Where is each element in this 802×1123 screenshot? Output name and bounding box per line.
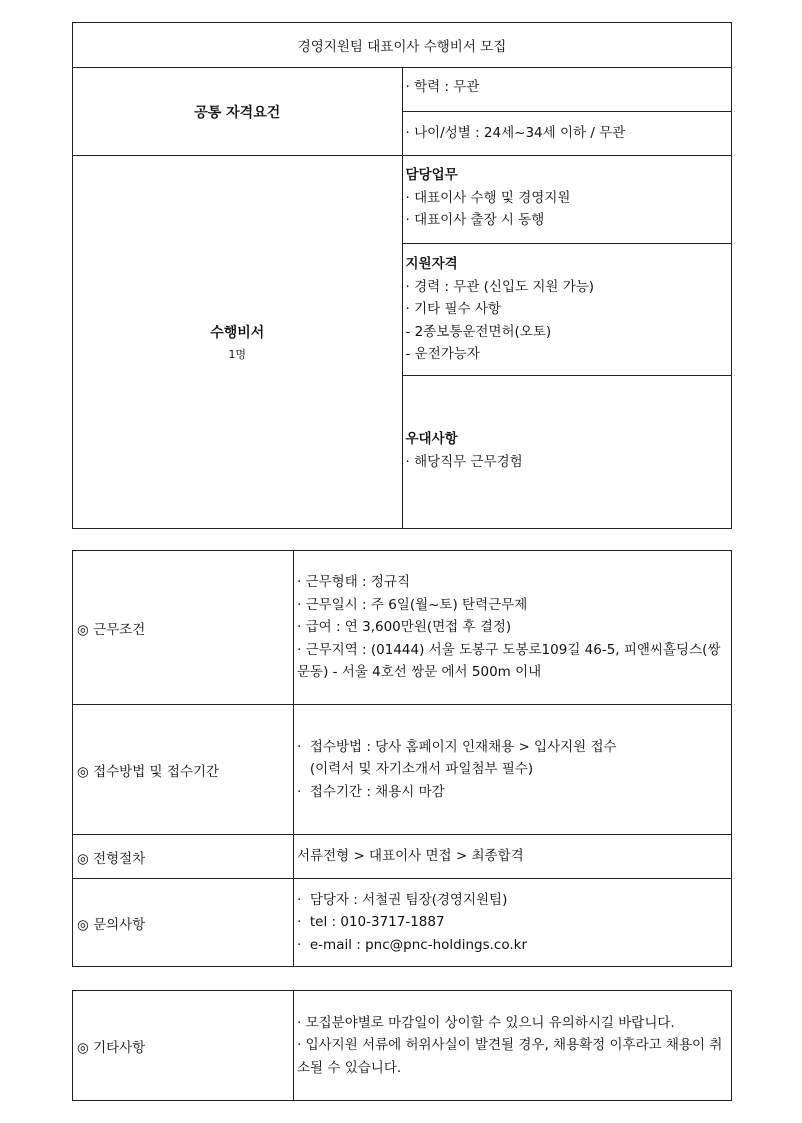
- application-item: · 접수방법 : 당사 홈페이지 인재채용 > 입사지원 접수: [297, 738, 617, 755]
- process-text: 서류전형 > 대표이사 면접 > 최종합격: [294, 835, 732, 879]
- application-item: · 접수기간 : 채용시 마감: [297, 783, 445, 800]
- condition-item: · 근무형태 : 정규직: [297, 574, 411, 591]
- contact-item: · tel : 010-3717-1887: [297, 914, 445, 931]
- application-cell: [294, 705, 732, 835]
- conditions-table: [72, 550, 732, 967]
- duties-heading: 담당업무: [405, 167, 458, 183]
- preference-cell: [402, 376, 732, 529]
- condition-item-location: · 근무지역 : (01444) 서울 도봉구 도봉로109길 46-5, 피앤씨홀딩스(쌍문동) - 서울 4호선 쌍문 에서 500m 이내: [297, 641, 721, 681]
- duties-item: · 대표이사 출장 시 동행: [405, 212, 545, 228]
- etc-table: [72, 990, 732, 1101]
- qualification-heading: 지원자격: [405, 256, 458, 272]
- etc-label: ◎ 기타사항: [73, 991, 294, 1101]
- position-label: 수행비서: [210, 325, 265, 341]
- preference-heading: 우대사항: [405, 431, 458, 447]
- contact-cell: [294, 879, 732, 967]
- qualification-item: · 기타 필수 사항: [405, 301, 501, 317]
- contact-label: ◎ 문의사항: [73, 879, 294, 967]
- position-label-cell: [73, 156, 403, 529]
- etc-cell: [294, 991, 732, 1101]
- duties-item: · 대표이사 수행 및 경영지원: [405, 189, 571, 206]
- work-conditions-cell: [294, 551, 732, 705]
- common-row-age-gender: · 나이/성별 : 24세~34세 이하 / 무관: [402, 112, 732, 156]
- qualification-item: - 운전가능자: [405, 346, 480, 362]
- condition-item: · 근무일시 : 주 6일(월~토) 탄력근무제: [297, 596, 528, 613]
- work-conditions-label: ◎ 근무조건: [73, 551, 294, 705]
- common-requirements-label: 공통 자격요건: [73, 68, 403, 156]
- qualification-item: - 2종보통운전면허(오토): [405, 323, 552, 340]
- preference-item: · 해당직무 근무경험: [405, 453, 523, 470]
- application-item: (이력서 및 자기소개서 파일첨부 필수): [297, 761, 534, 778]
- qualification-item: · 경력 : 무관 (신입도 지원 가능): [405, 278, 595, 295]
- duties-cell: [402, 156, 732, 244]
- qualification-cell: [402, 244, 732, 376]
- document-title: 경영지원팀 대표이사 수행비서 모집: [73, 23, 732, 68]
- application-label: ◎ 접수방법 및 접수기간: [73, 705, 294, 835]
- contact-item: · e-mail : pnc@pnc-holdings.co.kr: [297, 936, 528, 953]
- condition-item: · 급여 : 연 3,600만원(면접 후 결정): [297, 619, 512, 636]
- etc-item: · 모집분야별로 마감일이 상이할 수 있으니 유의하시길 바랍니다.: [297, 1014, 675, 1031]
- etc-item: · 입사지원 서류에 허위사실이 발견될 경우, 채용확정 이후라고 채용이 취소될 수 있습니다.: [297, 1037, 723, 1076]
- position-count: 1명: [228, 348, 247, 361]
- process-label: ◎ 전형절차: [73, 835, 294, 879]
- recruit-main-table: [72, 22, 732, 529]
- contact-item: · 담당자 : 서철권 팀장(경영지원팀): [297, 891, 508, 908]
- common-row-education: · 학력 : 무관: [402, 68, 732, 112]
